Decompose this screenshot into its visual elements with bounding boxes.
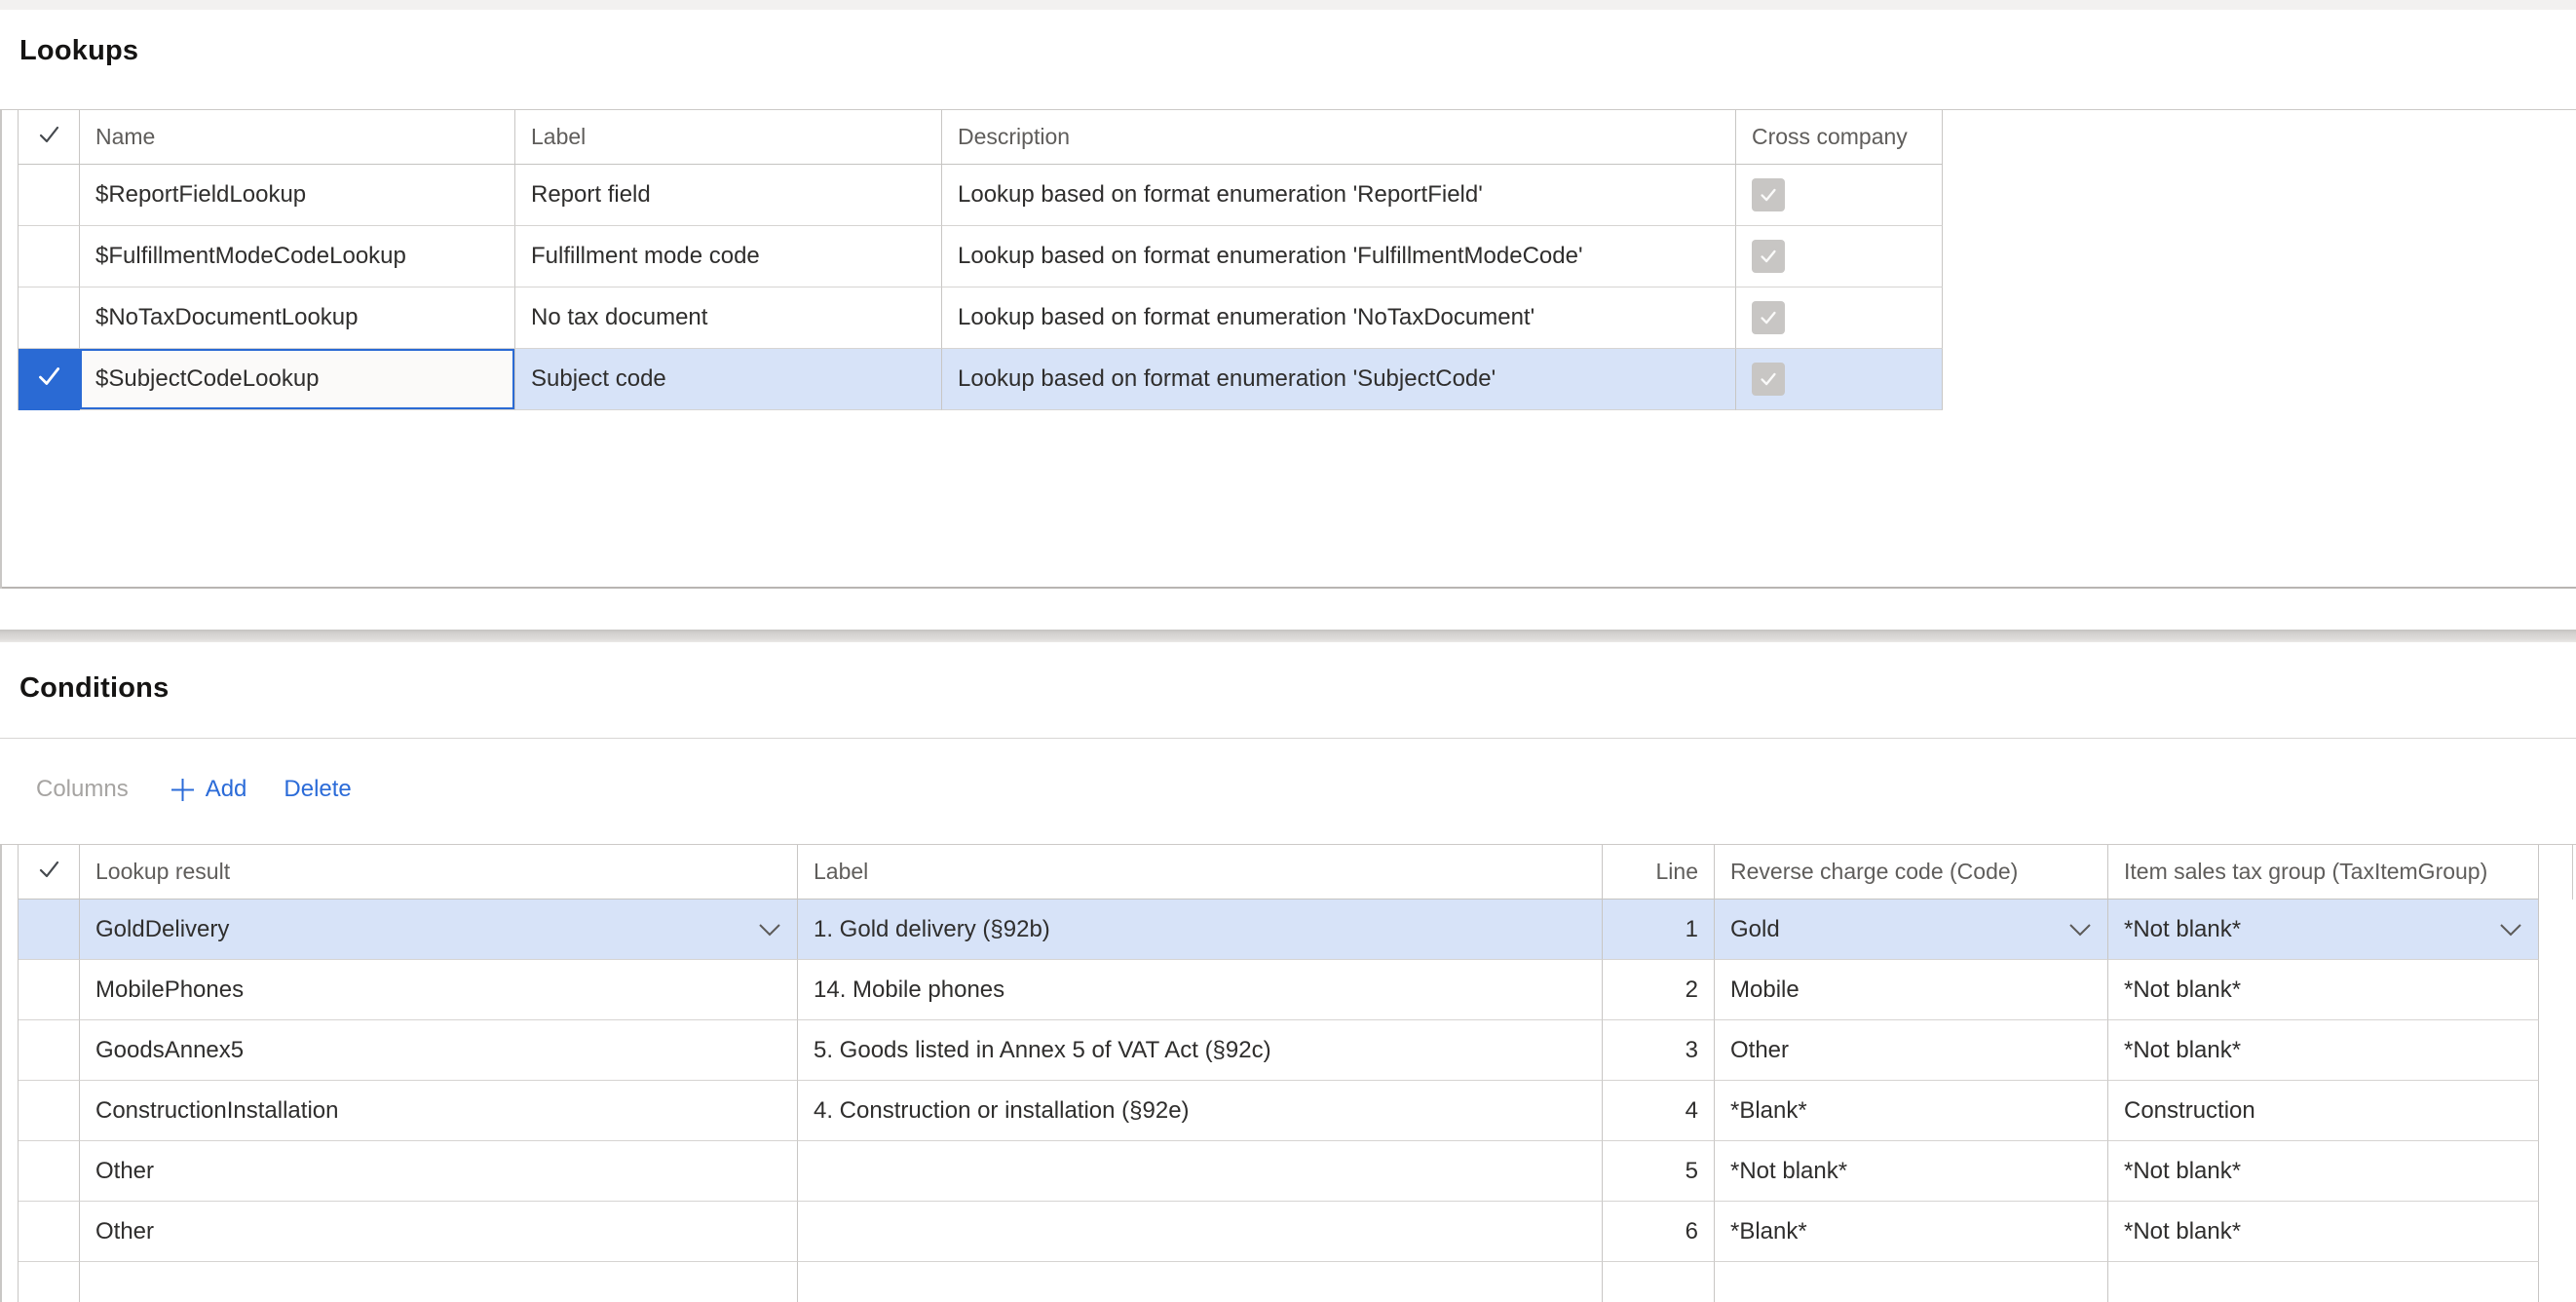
reverse-charge-code-cell[interactable] bbox=[1715, 1262, 2108, 1302]
label-cell[interactable]: 5. Goods listed in Annex 5 of VAT Act (§92c) bbox=[798, 1020, 1603, 1081]
select-all-column-header[interactable] bbox=[19, 110, 80, 165]
row-selector-cell[interactable] bbox=[19, 287, 80, 349]
item-sales-tax-group-cell[interactable]: Construction bbox=[2108, 1081, 2539, 1141]
top-strip bbox=[0, 0, 2576, 10]
row-selector-cell[interactable] bbox=[19, 1081, 80, 1141]
row-selected-check-icon bbox=[34, 362, 63, 398]
row-selector-cell[interactable] bbox=[19, 1202, 80, 1262]
conditions-grid bbox=[0, 844, 2576, 1302]
row-selector-cell[interactable] bbox=[19, 226, 80, 287]
add-button[interactable]: Add bbox=[170, 776, 247, 803]
delete-button[interactable]: Delete bbox=[284, 776, 352, 802]
label-cell[interactable]: No tax document bbox=[515, 287, 942, 349]
reverse-charge-code-cell[interactable]: *Blank* bbox=[1715, 1081, 2108, 1141]
lookup-result-cell[interactable] bbox=[80, 1262, 798, 1302]
lookups-grid bbox=[0, 109, 2576, 589]
label-cell[interactable] bbox=[798, 1262, 1603, 1302]
conditions-table bbox=[18, 845, 2539, 1302]
conditions-grid-left-edge bbox=[0, 844, 2, 1302]
cross-company-cell[interactable] bbox=[1736, 165, 1943, 226]
label-cell[interactable]: 4. Construction or installation (§92e) bbox=[798, 1081, 1603, 1141]
column-header-lookup-result[interactable]: Lookup result bbox=[80, 845, 798, 900]
row-selector-cell[interactable] bbox=[19, 1141, 80, 1202]
chevron-down-icon[interactable] bbox=[2487, 923, 2522, 937]
lookups-table bbox=[18, 110, 1943, 410]
select-all-check-icon bbox=[35, 856, 62, 889]
label-cell[interactable]: 14. Mobile phones bbox=[798, 960, 1603, 1020]
cross-company-checkbox bbox=[1752, 178, 1785, 211]
column-header-label[interactable]: Label bbox=[798, 845, 1603, 900]
lookup-result-cell[interactable]: GoodsAnnex5 bbox=[80, 1020, 798, 1081]
cross-company-checkbox bbox=[1752, 363, 1785, 396]
column-header-item-sales-tax-group[interactable]: Item sales tax group (TaxItemGroup) bbox=[2108, 845, 2539, 900]
columns-button-disabled: Columns bbox=[36, 776, 129, 802]
item-sales-tax-group-cell[interactable]: *Not blank* bbox=[2108, 960, 2539, 1020]
table-row bbox=[19, 960, 2539, 1020]
column-header-reverse-charge-code[interactable]: Reverse charge code (Code) bbox=[1715, 845, 2108, 900]
reverse-charge-code-cell[interactable]: Gold bbox=[1715, 900, 2108, 960]
table-row bbox=[19, 226, 1943, 287]
cross-company-cell[interactable] bbox=[1736, 287, 1943, 349]
column-header-description[interactable]: Description bbox=[942, 110, 1736, 165]
cross-company-cell[interactable] bbox=[1736, 349, 1943, 410]
table-row-selected bbox=[19, 349, 1943, 410]
grid-right-edge bbox=[2572, 845, 2573, 900]
plus-icon bbox=[170, 777, 196, 803]
line-cell[interactable]: 5 bbox=[1603, 1141, 1715, 1202]
lookups-header-row bbox=[19, 110, 1943, 165]
select-all-check-icon bbox=[35, 121, 62, 154]
item-sales-tax-group-cell[interactable]: *Not blank* bbox=[2108, 1202, 2539, 1262]
line-cell[interactable]: 4 bbox=[1603, 1081, 1715, 1141]
line-cell[interactable] bbox=[1603, 1262, 1715, 1302]
cross-company-checkbox bbox=[1752, 240, 1785, 273]
section-divider bbox=[0, 630, 2576, 642]
column-header-cross-company[interactable]: Cross company bbox=[1736, 110, 1943, 165]
lookup-result-cell[interactable]: GoldDelivery bbox=[80, 900, 798, 960]
table-row bbox=[19, 1202, 2539, 1262]
label-cell[interactable]: 1. Gold delivery (§92b) bbox=[798, 900, 1603, 960]
table-row bbox=[19, 287, 1943, 349]
item-sales-tax-group-cell[interactable]: *Not blank* bbox=[2108, 900, 2539, 960]
description-cell[interactable]: Lookup based on format enumeration 'NoTaxDocument' bbox=[942, 287, 1736, 349]
label-cell[interactable] bbox=[798, 1141, 1603, 1202]
line-cell[interactable]: 2 bbox=[1603, 960, 1715, 1020]
line-cell[interactable]: 6 bbox=[1603, 1202, 1715, 1262]
table-row bbox=[19, 1141, 2539, 1202]
lookup-result-cell[interactable]: Other bbox=[80, 1141, 798, 1202]
lookups-grid-left-edge bbox=[0, 109, 2, 589]
label-cell[interactable]: Subject code bbox=[515, 349, 942, 410]
reverse-charge-code-cell[interactable]: Other bbox=[1715, 1020, 2108, 1081]
conditions-section-title: Conditions bbox=[19, 672, 170, 704]
item-sales-tax-group-cell[interactable]: *Not blank* bbox=[2108, 1020, 2539, 1081]
cross-company-cell[interactable] bbox=[1736, 226, 1943, 287]
item-sales-tax-group-cell[interactable] bbox=[2108, 1262, 2539, 1302]
lookup-result-cell[interactable]: ConstructionInstallation bbox=[80, 1081, 798, 1141]
row-selector-cell[interactable] bbox=[19, 1020, 80, 1081]
column-header-label[interactable]: Label bbox=[515, 110, 942, 165]
row-selector-cell[interactable] bbox=[19, 1262, 80, 1302]
name-cell[interactable]: $FulfillmentModeCodeLookup bbox=[80, 226, 515, 287]
conditions-header-row bbox=[19, 845, 2539, 900]
line-cell[interactable]: 3 bbox=[1603, 1020, 1715, 1081]
reverse-charge-code-cell[interactable]: Mobile bbox=[1715, 960, 2108, 1020]
row-selector-cell[interactable] bbox=[19, 960, 80, 1020]
row-selector-cell-selected[interactable] bbox=[19, 349, 80, 410]
label-cell[interactable]: Fulfillment mode code bbox=[515, 226, 942, 287]
conditions-separator-line bbox=[0, 738, 2576, 739]
table-row bbox=[19, 1020, 2539, 1081]
label-cell[interactable] bbox=[798, 1202, 1603, 1262]
name-cell[interactable]: $ReportFieldLookup bbox=[80, 165, 515, 226]
description-cell[interactable]: Lookup based on format enumeration 'FulfillmentModeCode' bbox=[942, 226, 1736, 287]
description-cell[interactable]: Lookup based on format enumeration 'SubjectCode' bbox=[942, 349, 1736, 410]
table-row bbox=[19, 165, 1943, 226]
table-row-selected bbox=[19, 900, 2539, 960]
column-header-name[interactable]: Name bbox=[80, 110, 515, 165]
select-all-column-header[interactable] bbox=[19, 845, 80, 900]
conditions-toolbar bbox=[36, 769, 352, 810]
lookup-result-cell[interactable]: MobilePhones bbox=[80, 960, 798, 1020]
cross-company-checkbox bbox=[1752, 301, 1785, 334]
lookups-section-title: Lookups bbox=[19, 35, 139, 66]
lookup-result-cell[interactable]: Other bbox=[80, 1202, 798, 1262]
description-cell[interactable]: Lookup based on format enumeration 'ReportField' bbox=[942, 165, 1736, 226]
column-header-line[interactable]: Line bbox=[1603, 845, 1715, 900]
chevron-down-icon[interactable] bbox=[2057, 923, 2092, 937]
reverse-charge-code-cell[interactable]: *Blank* bbox=[1715, 1202, 2108, 1262]
row-selector-cell[interactable] bbox=[19, 900, 80, 960]
table-row-empty bbox=[19, 1262, 2539, 1302]
name-cell[interactable]: $NoTaxDocumentLookup bbox=[80, 287, 515, 349]
row-selector-cell[interactable] bbox=[19, 165, 80, 226]
name-cell-focused[interactable]: $SubjectCodeLookup bbox=[80, 349, 515, 410]
table-row bbox=[19, 1081, 2539, 1141]
reverse-charge-code-cell[interactable]: *Not blank* bbox=[1715, 1141, 2108, 1202]
line-cell[interactable]: 1 bbox=[1603, 900, 1715, 960]
item-sales-tax-group-cell[interactable]: *Not blank* bbox=[2108, 1141, 2539, 1202]
chevron-down-icon[interactable] bbox=[746, 923, 781, 937]
label-cell[interactable]: Report field bbox=[515, 165, 942, 226]
